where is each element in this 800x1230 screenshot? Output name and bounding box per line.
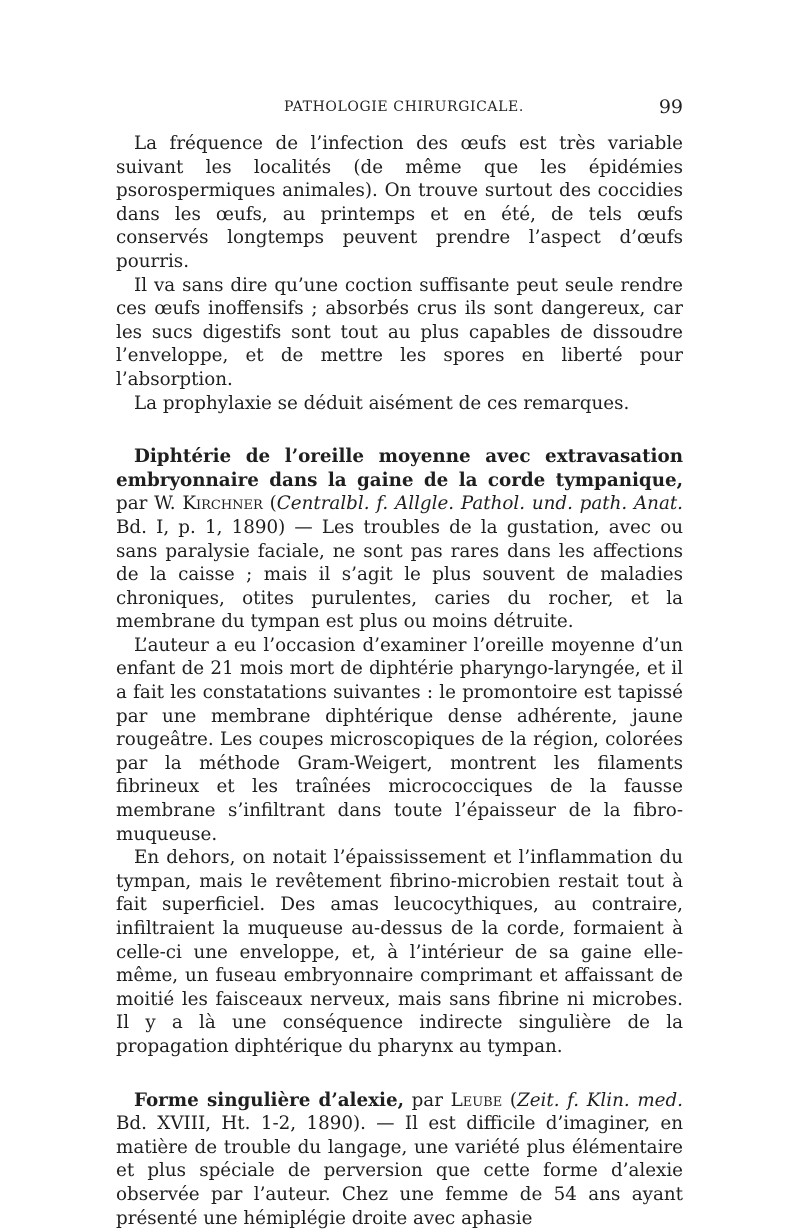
- article-by: par W.: [116, 493, 183, 515]
- paragraph-cooking: Il va sans dire qu’une coction suffisante peut seule rendre ces œufs inoffensifs ; absorbés crus ils sont dangereux, car les sucs digestifs sont tout au plus capables de dissoudre l’enveloppe, et de mettre les spores en liberté pour l’absorption.: [116, 274, 683, 390]
- article-title: Forme singulière d’alexie,: [134, 1089, 404, 1111]
- article-journal: Zeit. f. Klin. med.: [517, 1089, 683, 1111]
- body-text: [116, 132, 683, 1230]
- paragraph-infection-frequency: La fréquence de l’infection des œufs est très variable suivant les localités (de même que les épidémies psorospermiques animales). On trouve surtout des coccidies dans les œufs, au printemps et en été, de tels œufs conservés longtemps peuvent prendre l’aspect d’œufs pourris.: [116, 133, 683, 272]
- paragraph-case-observation: L’auteur a eu l’occasion d’examiner l’oreille moyenne d’un enfant de 21 mois mort de diphtérie pharyngo-laryngée, et il a fait les constatations suivantes : le promontoire est tapissé par une membrane diphtérique dense adhérente, jaune rougeâtre. Les coupes microscopiques de la région, colorées par la méthode Gram-Weigert, montrent les filaments fibrineux et les traînées micrococciques de la fausse membrane s’infiltrant dans toute l’épaisseur de la fibro-muqueuse.: [116, 634, 683, 845]
- article-alexia: [116, 1089, 683, 1230]
- article-text: Bd. I, p. 1, 1890) — Les troubles de la gustation, avec ou sans paralysie faciale, ne sont pas rares dans les affections de la caisse ; mais il s’agit le plus souvent de maladies chroniques, otites purulentes, caries du rocher, et la membrane du tympan est plus ou moins détruite.: [116, 516, 683, 633]
- running-head-title: PATHOLOGIE CHIRURGICALE.: [284, 99, 524, 115]
- citation-open: (: [502, 1089, 518, 1111]
- article-text: Bd. XVIII, Ht. 1-2, 1890). — Il est difficile d’imaginer, en matière de trouble du langage, une variété plus élémentaire et plus spéciale de perversion que cette forme d’alexie observée par l’auteur. Chez une femme de 54 ans ayant présenté une hémiplégie droite avec aphasie: [116, 1113, 683, 1229]
- running-head: [116, 96, 683, 124]
- article-title: Diphtérie de l’oreille moyenne avec extravasation embryonnaire dans la gaine de la corde tympanique,: [116, 446, 683, 491]
- paragraph-case-findings: En dehors, on notait l’épaississement et l’inflammation du tympan, mais le revêtement fibrino-microbien restait tout à fait superficiel. Des amas leucocythiques, au contraire, infiltraient la muqueuse au-dessus de la corde, formaient à celle-ci une enveloppe, et, à l’intérieur de sa gaine elle-même, un fuseau embryonnaire comprimant et affaissant de moitié les faisceaux nerveux, mais sans fibrine ni microbes. Il y a là une conséquence indirecte singulière de la propagation diphtérique du pharynx au tympan.: [116, 847, 683, 1057]
- article-author: Leube: [450, 1089, 503, 1111]
- article-diphtheria: [116, 445, 683, 634]
- paragraph-prophylaxis: La prophylaxie se déduit aisément de ces remarques.: [134, 392, 630, 414]
- article-by: par: [403, 1089, 451, 1111]
- article-journal: Centralbl. f. Allgle. Pathol. und. path. Anat.: [276, 493, 683, 515]
- article-author: Kirchner: [182, 493, 263, 515]
- citation-open: (: [262, 493, 277, 515]
- page-number: 99: [658, 96, 683, 118]
